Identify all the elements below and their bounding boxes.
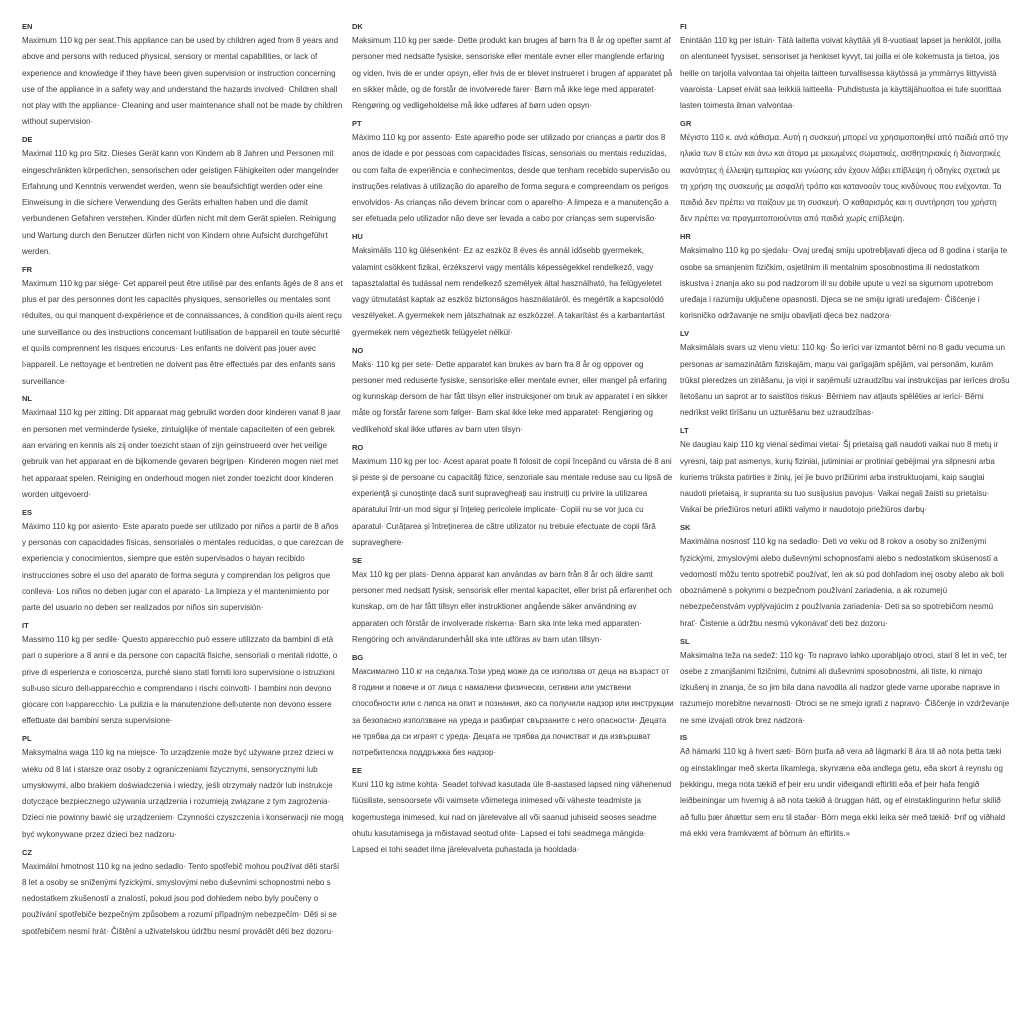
safety-warning-text: Maksimum 110 kg per sæde· Dette produkt kan bruges af børn fra 8 år og opefter samt af personer med nedsatte fysiske, sensoriske eller mentale evner eller manglende erfaring og viden, hvis de er under opsyn, eller hvis de er blevet instrueret i brugen af apparatet på en sikker måde, og de forstår de involverede farer· Børn må ikke lege med apparatet· Rengøring og vedligeholdelse må ikke udføres af børn uden opsyn· xyxy=(352,36,673,111)
language-code: CZ xyxy=(22,847,32,857)
language-section-hu xyxy=(352,231,674,341)
language-code: RO xyxy=(352,442,364,452)
safety-warning-text: Enintään 110 kg per istuin· Tätä laitetta voivat käyttää yli 8-vuotiaat lapset ja henkilöt, joilla on alentuneet fyysiset, sensoriset ja henkiset kyvyt, tai joilla ei ole kokemusta ja tietoa, jos heille on tarjolla valvontaa tai ohjeita laitteen turvallisessa käytössä ja ymmärrys liittyvistä vaaroista· Lapset eivät saa leikkiä laitteella· Puhdistusta ja käyttäjähuoltoa ei tule suorittaa lasten toimesta ilman valvontaa· xyxy=(680,36,1002,111)
language-section-sk xyxy=(680,522,1010,632)
language-code: HR xyxy=(680,232,691,242)
language-section-se xyxy=(352,555,674,648)
safety-warning-text: Massimo 110 kg per sedile· Questo apparecchio può essere utilizzato da bambini di età pari o superiore a 8 anni e da persone con capacità fisiche, sensoriali o mentali ridotte, o prive di esperienza e conoscenza, purché siano stati forniti loro supervisione o istruzioni sull›uso sicuro dell›apparecchio e comprendano i rischi coinvolti· I bambini non devono giocare con l›apparecchio· La pulizia e la manutenzione dell›utente non devono essere effettuate dai bambini senza supervisione· xyxy=(22,635,338,726)
safety-warning-text: Maximal 110 kg pro Sitz. Dieses Gerät kann von Kindern ab 8 Jahren und Personen mit eingeschränkten körperlichen, sensorischen oder geistigen Fähigkeiten oder mangelnder Erfahrung und Kenntnis verwendet werden, wenn sie beaufsichtigt werden oder eine Einweisung in die sichere Verwendung des Geräts erhalten haben und die damit verbundenen Gefahren verstehen. Kinder dürfen nicht mit dem Gerät spielen. Reinigung und Wartung durch den Benutzer dürfen nicht von Kindern ohne Aufsicht durchgeführt werden. xyxy=(22,149,339,257)
column-left xyxy=(22,21,344,944)
language-code: LT xyxy=(680,426,689,436)
language-section-bg xyxy=(352,652,674,762)
language-section-no xyxy=(352,345,674,438)
safety-warning-text: Kuni 110 kg istme kohta· Seadet tohivad kasutada üle 8-aastased lapsed ning vähenenud füüsiliste, sensoorsete või vaimsete võimetega inimesed või väheste teadmiste ja kogemustega inimesed, kui nad on järelevalve all või saanud juhiseid seoses seadme ohutu kasutamisega ja mõistavad seotud ohte· Lapsed ei tohi seadmega mängida· Lapsed ei tohi seadet ilma järelevalveta puhastada ja hooldada· xyxy=(352,780,672,855)
language-section-dk xyxy=(352,21,674,114)
language-code: EN xyxy=(22,22,33,31)
language-code: EE xyxy=(352,766,363,776)
safety-warning-text: Maksymalna waga 110 kg na miejsce· To urządzenie może być używane przez dzieci w wieku od 8 lat i starsze oraz osoby z ograniczeniami fizycznymi, sensorycznymi lub umysłowymi, albo brakiem doświadczenia i wiedzy, jeśli otrzymały nadzór lub instrukcje dotyczące bezpiecznego używania urządzenia i rozumieją związane z tym zagrożenia· Dzieci nie powinny bawić się urządzeniem· Czynności czyszczenia i konserwacji nie mogą być wykonywane przez dzieci bez nadzoru· xyxy=(22,748,344,839)
safety-warning-text: Máximo 110 kg por assento· Este aparelho pode ser utilizado por crianças a partir dos 8 anos de idade e por pessoas com capacidades físicas, sensoriais ou mentais reduzidas, ou com falta de experiência e conhecimentos, desde que tenham recebido supervisão ou instruções relativas à utilização do aparelho de forma segura e compreendam os perigos envolvidos· As crianças não devem brincar com o aparelho· A limpeza e a manutenção a ser efetuada pelo utilizador não deve ser levada a cabo por crianças sem supervisão· xyxy=(352,132,671,224)
language-code: PL xyxy=(22,734,32,744)
language-code: SK xyxy=(680,523,691,533)
language-section-sl xyxy=(680,636,1010,729)
language-section-pl xyxy=(22,733,344,843)
language-section-gr xyxy=(680,118,1010,228)
language-code: ES xyxy=(22,507,33,517)
language-section-fi xyxy=(680,21,1010,114)
language-code: FI xyxy=(680,22,687,31)
language-code: PT xyxy=(352,118,362,128)
language-code: DK xyxy=(352,22,363,31)
language-section-pt xyxy=(352,118,674,228)
language-code: IT xyxy=(22,621,29,630)
language-section-nl xyxy=(22,393,344,503)
language-section-ro xyxy=(352,442,674,552)
safety-warning-text: Max 110 kg per plats· Denna apparat kan användas av barn från 8 år och äldre samt personer med nedsatt fysisk, sensorisk eller mental kapacitet, eller brist på erfarenhet och kunskap, om de har fått tillsyn eller instruktioner angående säker användning av apparaten och förstår de involverade riskerna· Barn ska inte leka med apparaten· Rengöring och användarunderhåll ska inte utföras av barn utan tillsyn· xyxy=(352,569,672,644)
safety-warning-text: Máximo 110 kg por asiento· Este aparato puede ser utilizado por niños a partir de 8 años y personas con capacidades físicas, sensoriales o mentales reducidas, o que carezcan de experiencia y conocimientos, siempre que estén supervisados o hayan recibido instrucciones sobre el uso del aparato de forma segura y comprendan los peligros que conlleva· Los niños no deben jugar con el aparato· La limpieza y el mantenimiento por parte del usuario no deben ser realizados por niños sin supervisión· xyxy=(22,521,344,613)
language-code: DE xyxy=(22,135,33,145)
safety-warning-text: Maximum 110 kg per seat.This appliance can be used by children aged from 8 years and above and persons with reduced physical, sensory or mental capabilities, or lack of experience and knowledge if they have been given supervision or instruction concerning use of the appliance in a safety way and understand the hazards involved· Children shall not play with the appliance· Cleaning and user maintenance shall not be made by children without supervision· xyxy=(22,36,343,127)
safety-warning-text: Maximálna nosnosť 110 kg na sedadlo· Deti vo veku od 8 rokov a osoby so zníženými fyzickými, zmyslovými alebo duševnými schopnosťami alebo s nedostatkom skúseností a vedomostí môžu tento spotrebič používať, len ak sú pod dohľadom inej osoby alebo ak boli oboznámené s pokynmi o bezpečnom používaní zariadenia, a ak rozumejú nebezpečenstvám vyplývajúcim z používania zariadenia· Deti sa so spotrebičom nesmú hrať· Čistenie a údržbu nesmú vykonávať deti bez dozoru· xyxy=(680,537,1004,628)
safety-warning-text: Maksimalna teža na sedež: 110 kg· To napravo lahko uporabljajo otroci, stari 8 let in več, ter osebe z zmanjšanimi fizičnimi, čutnimi ali duševnimi sposobnostmi, ali tiste, ki nimajo izkušenj in znanja, če so jim bila dana navodila ali nadzor glede varne uporabe naprave in razumejo morebitne nevarnosti· Otroci se ne smejo igrati z napravo· Čiščenje in vzdrževanje ne sme izvajati otrok brez nadzora· xyxy=(680,650,1010,725)
language-code: LV xyxy=(680,329,690,339)
language-section-lt xyxy=(680,425,1010,518)
language-section-lv xyxy=(680,328,1010,421)
language-code: BG xyxy=(352,652,364,662)
safety-warning-text: Ne daugiau kaip 110 kg vienai sėdimai vietai· Šį prietaisą gali naudoti vaikai nuo 8 metų ir vyresni, taip pat asmenys, kurių fiziniai, jutiminiai ar protiniai gebėjimai yra silpnesni arba kuriems trūksta patirties ir žinių, jei jie buvo prižiūrimi arba instruktuojami, kaip saugiai naudoti prietaisą, ir supranta su tuo susijusius pavojus· Vaikai negali žaisti su prietaisu· Vaikai be priežiūros neturi atlikti valymo ir naudotojo priežiūros darbų· xyxy=(680,440,999,515)
safety-warning-text: Maximum 110 kg per loc· Acest aparat poate fi folosit de copii începând cu vârsta de 8 ani și peste și de persoane cu capacități fizice, senzoriale sau mentale reduse sau cu lipsă de experiență și cunoștințe dacă sunt supravegheați sau instruiți cu privire la utilizarea aparatului într-un mod sigur și înțeleg pericolele implicate· Copiii nu se vor juca cu aparatul· Curățarea și întreținerea de către utilizator nu trebuie efectuate de copii fără supraveghere· xyxy=(352,456,673,548)
language-section-cz xyxy=(22,847,344,940)
language-code: SE xyxy=(352,555,363,565)
language-section-fr xyxy=(22,264,344,390)
language-section-hr xyxy=(680,231,1010,324)
safety-warning-text: Maximální hmotnost 110 kg na jedno sedadlo· Tento spotřebič mohou používat děti starší 8 let a osoby se sníženými fyzickými, smyslovými nebo duševními schopnostmi nebo s nedostatkem zkušeností a znalostí, pokud jsou pod dohledem nebo byly poučeny o používání spotřebiče bezpečným způsobem a rozumí případným nebezpečím· Děti si se spotřebičem nesmí hrát· Čištění a uživatelskou údržbu nesmí provádět děti bez dozoru· xyxy=(22,861,340,936)
safety-warning-text: Maks· 110 kg per sete· Dette apparatet kan brukes av barn fra 8 år og oppover og personer med reduserte fysiske, sensoriske eller mentale evner, eller mangel på erfaring og kunnskap dersom de har fått tilsyn eller instruksjoner om bruk av apparatet i en sikker måte og forstår farene som følger· Barn skal ikke leke med apparatet· Rengjøring og vedlikehold skal ikke utføres av barn uten tilsyn· xyxy=(352,359,668,434)
language-section-en xyxy=(22,21,344,131)
safety-warning-text: Maksimālais svars uz vienu vietu: 110 kg· Šo ierīci var izmantot bērni no 8 gadu vecuma un personas ar samazinātām fiziskajām, maņu vai garīgajām spējām, vai personām, kurām trūkst pieredzes un zināšanu, ja viņi ir saņēmuši uzraudzību vai instrukcijas par ierīces drošu lietošanu un saprot ar to saistītos riskus· Bērniem nav atļauts spēlēties ar ierīci· Bērni nedrīkst veikt tīrīšanu un uzturēšanu bez uzraudzības· xyxy=(680,343,1010,418)
language-code: SL xyxy=(680,636,690,646)
safety-warning-text: Að hámarki 110 kg á hvert sæti· Börn þurfa að vera að lágmarki 8 ára til að nota þetta tæki og einstaklingar með skerta líkamlega, skynræna eða andlega getu, eða skort á reynslu og þekkingu, mega nota tækið ef þeir eru undir viðeigandi eftirliti eða ef þeir hafa fengið leiðbeiningar um hvernig á að nota tækið á öruggan hátt, og ef einstaklingurinn hefur skilið að fullu þær áhættur sem eru til staðar· Börn mega ekki leika sér með tækið· Þrif og viðhald má ekki vera framkvæmt af börnum án eftirlits.» xyxy=(680,747,1006,838)
language-section-it xyxy=(22,620,344,730)
language-section-ee xyxy=(352,765,674,858)
language-section-is xyxy=(680,732,1010,842)
language-code: HU xyxy=(352,232,363,242)
language-code: IS xyxy=(680,733,688,743)
language-section-es xyxy=(22,507,344,617)
safety-warning-text: Maximum 110 kg par siège· Cet appareil peut être utilisé par des enfants âgés de 8 ans et plus et par des personnes dont les capacités physiques, sensorielles ou mentales sont réduites, ou qui manquent d›expérience et de connaissances, à condition qu›ils aient reçu une surveillance ou des instructions concernant l›utilisation de l›appareil en toute sécurité et qu›ils comprennent les risques encourus· Les enfants ne doivent pas jouer avec l›appareil. Le nettoyage et l›entretien ne doivent pas être effectués par des enfants sans surveillance· xyxy=(22,278,343,386)
column-middle xyxy=(352,21,674,862)
safety-warning-text: Maximaal 110 kg per zitting. Dit apparaat mag gebruikt worden door kinderen vanaf 8 jaar en personen met verminderde fysieke, zintuiglijke of mentale capaciteiten of een gebrek aan ervaring en kennis als zij onder toezicht staan of zijn geinstrueerd over het veilige gebruik van het apparaat en de bijkomende gevaren begrijpen· Kinderen mogen niet met het apparaat spelen. Reiniging en onderhoud mogen niet zonder toezicht door kinderen worden uitgevoerd· xyxy=(22,408,341,499)
safety-warning-text: Maksimalno 110 kg po sjedalu· Ovaj uređaj smiju upotrebljavati djeca od 8 godina i starija te osobe sa smanjenim fizičkim, osjetilnim ili mentalnim sposobnostima ili nedostatkom iskustva i znanja ako su pod nadzorom ili su dobile upute u vezi sa sigurnom upotrebom uređaja i razumiju uključene opasnosti. Djeca se ne smiju igrati uređajem· Čišćenje i korisničko održavanje ne smiju obavljati djeca bez nadzora· xyxy=(680,246,1008,321)
safety-warning-text: Maksimális 110 kg ülésenként· Ez az eszköz 8 éves és annál idősebb gyermekek, valamint csökkent fizikai, érzékszervi vagy mentális képességekkel rendelkező, vagy tapasztalattal és tudással nem rendelkező személyek által használható, ha felügyeletet vagy útmutatást kaptak az eszköz biztonságos használatáról, és megértik a kapcsolódó veszélyeket. A gyermekek nem játszhatnak az eszközzel. A takarítást és a karbantartást gyermekek nem végezhetik felügyelet nélkül· xyxy=(352,246,665,337)
column-right xyxy=(680,21,1010,846)
language-code: NO xyxy=(352,345,364,355)
language-code: FR xyxy=(22,264,32,274)
language-code: GR xyxy=(680,118,692,128)
language-section-de xyxy=(22,134,344,260)
safety-warning-text: Μέγιστο 110 κ. ανά κάθισμα. Αυτή η συσκευή μπορεί να χρησιμοποιηθεί από παιδιά από την ηλικία των 8 ετών και άνω και άτομα με μειωμένες σωματικές, αισθητηριακές ή διανοητικές ικανότητες ή έλλειψη εμπειρίας και γνώσης εάν έχουν λάβει επίβλεψη ή οδηγίες σχετικά με τη χρήση της συσκευής με ασφαλή τρόπο και κατανοούν τους κινδύνους που ενέχονται. Τα παιδιά δεν πρέπει να παίζουν με τη συσκευή. Ο καθαρισμός και η συντήρηση του χρήστη δεν πρέπει να πραγματοποιούνται από παιδιά χωρίς επίβλεψη. xyxy=(680,132,1008,224)
language-code: NL xyxy=(22,394,32,404)
safety-warning-text: Максимално 110 кг на седалка.Този уред може да се използва от деца на възраст от 8 години и повече и от лица с намалени физически, сетивни или умствени способности или с липса на опит и познания, ако са получили надзор или инструкции за безопасно използване на уреда и разбират свързаните с него опасности· Децата не трябва да си играят с уреда· Децата не трябва да почистват и да извършват потребителска поддръжка без надзор· xyxy=(352,666,674,758)
